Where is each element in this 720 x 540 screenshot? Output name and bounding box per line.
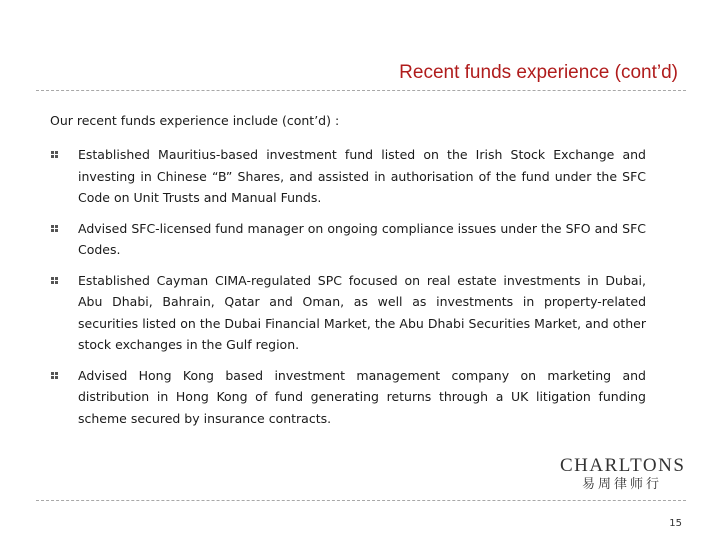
square-bullet-icon <box>50 224 59 233</box>
list-item-text: Established Cayman CIMA-regulated SPC focused on real estate investments in Dubai, Abu Dhabi, Bahrain, Qatar and Oman, as well as investments in property-related securities listed on the Dubai Financial Market, the Abu Dhabi Securities Market, and other stock exchanges in the Gulf region. <box>78 272 646 352</box>
list-item-text: Advised Hong Kong based investment management company on marketing and distribution in Hong Kong of fund generating returns through a UK litigation funding scheme secured by insurance contracts. <box>78 367 646 426</box>
page-title: Recent funds experience (cont’d) <box>399 62 678 83</box>
list-item <box>50 270 646 356</box>
page-number: 15 <box>669 518 682 529</box>
list-item <box>50 365 646 430</box>
list-item-text: Established Mauritius-based investment fund listed on the Irish Stock Exchange and investing in Chinese “B” Shares, and assisted in authorisation of the fund under the SFC Code on Unit Trusts and Manual Funds. <box>78 147 646 205</box>
list-item-text: Advised SFC-licensed fund manager on ongoing compliance issues under the SFO and SFC Codes. <box>78 220 646 257</box>
logo-latin-text: CHARLTONS <box>560 455 686 476</box>
list-item <box>50 218 646 261</box>
footer-divider <box>36 500 686 501</box>
square-bullet-icon <box>50 276 59 285</box>
experience-list <box>50 144 646 438</box>
logo-chinese-text: 易周律师行 <box>581 477 662 492</box>
square-bullet-icon <box>50 371 59 380</box>
header-divider <box>36 90 686 91</box>
charltons-logo <box>560 456 684 494</box>
list-item <box>50 144 646 209</box>
square-bullet-icon <box>50 150 59 159</box>
intro-text: Our recent funds experience include (cont’d) : <box>50 113 340 128</box>
